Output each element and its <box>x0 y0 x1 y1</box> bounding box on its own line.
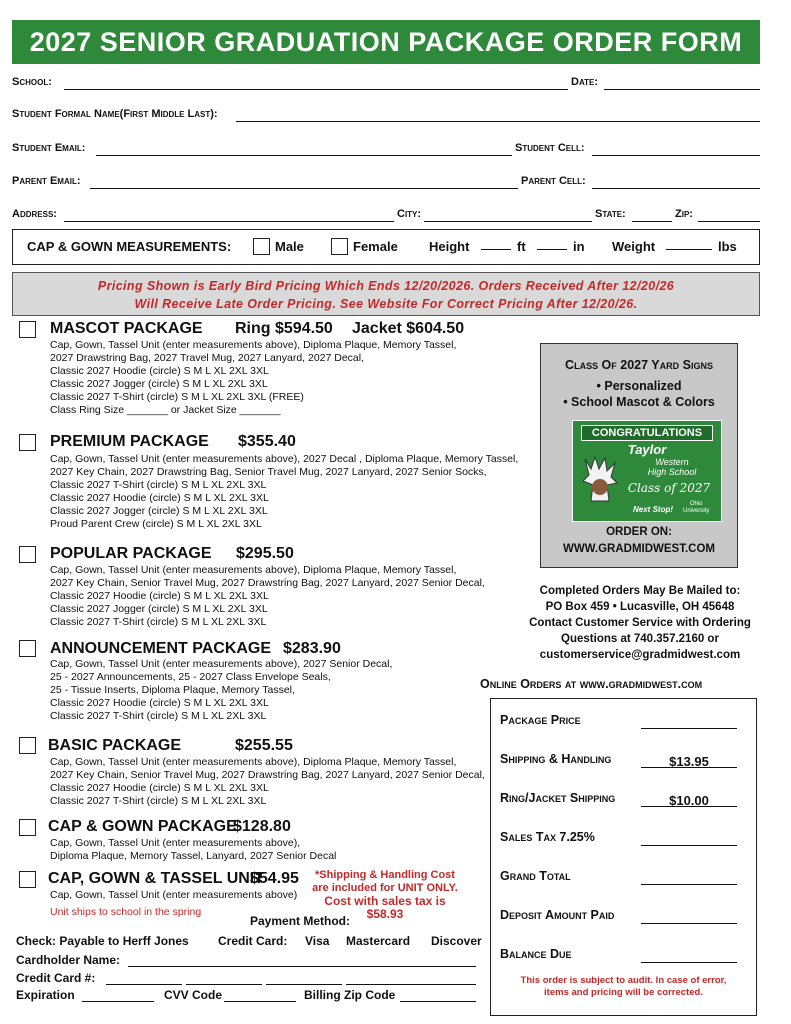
cardholder-field[interactable] <box>128 955 476 967</box>
school-field[interactable] <box>64 78 568 90</box>
detail-line: 2027 Key Chain, 2027 Drawstring Bag, Senior Travel Mug, 2027 Lanyard, 2027 Senior Socks, <box>50 466 487 478</box>
deposit-label: Deposit Amount Paid <box>500 908 615 922</box>
sign-school-line: High School <box>647 467 697 477</box>
yard-sign-bullet: • School Mascot & Colors <box>563 395 715 409</box>
premium-package-checkbox[interactable] <box>19 434 36 451</box>
popular-package-checkbox[interactable] <box>19 546 36 563</box>
detail-line: 2027 Key Chain, Senior Travel Mug, 2027 Drawstring Bag, 2027 Lanyard, 2027 Senior Decal, <box>50 577 485 589</box>
cardholder-label: Cardholder Name: <box>16 953 121 967</box>
balance-due-label: Balance Due <box>500 947 572 961</box>
city-field[interactable] <box>424 210 592 222</box>
cvv-label: CVV Code <box>164 988 223 1002</box>
expiration-field[interactable] <box>82 990 154 1002</box>
package-price-field[interactable] <box>641 715 737 729</box>
detail-line: Classic 2027 Jogger (circle) S M L XL 2XL 3XL <box>50 378 268 390</box>
detail-line: Classic 2027 Jogger (circle) S M L XL 2XL 3XL <box>50 505 268 517</box>
detail-line: Classic 2027 T-Shirt (circle) S M L XL 2XL 3XL <box>50 710 267 722</box>
audit-line: This order is subject to audit. In case of error, <box>520 975 727 986</box>
card-number-label: Credit Card #: <box>16 971 96 985</box>
package-name: ANNOUNCEMENT PACKAGE <box>50 640 272 657</box>
payment-method-label: Payment Method: <box>250 914 351 928</box>
mascot-icon <box>577 455 621 505</box>
shipping-value: $13.95 <box>641 754 737 768</box>
detail-line: Cap, Gown, Tassel Unit (enter measurements above), Diploma Plaque, Memory Tassel, <box>50 564 457 576</box>
weight-field[interactable] <box>666 238 712 250</box>
detail-line: Classic 2027 T-Shirt (circle) S M L XL 2XL 3XL <box>50 479 267 491</box>
form-title: 2027 SENIOR GRADUATION PACKAGE ORDER FORM <box>12 20 760 64</box>
shipping-note-line: Cost with sales tax is $58.93 <box>324 894 446 921</box>
card-number-part-2[interactable] <box>186 973 262 985</box>
sign-next: Next Stop! <box>633 505 673 514</box>
male-checkbox[interactable] <box>253 238 270 255</box>
contact-line: Questions at 740.357.2160 or <box>561 633 719 645</box>
detail-line: Classic 2027 Hoodie (circle) S M L XL 2XL 3XL <box>50 492 269 504</box>
height-ft-field[interactable] <box>481 238 511 250</box>
unit-ship-note: Unit ships to school in the spring <box>50 906 202 918</box>
package-name: PREMIUM PACKAGE <box>50 433 209 450</box>
address-field[interactable] <box>64 210 394 222</box>
city-label: City: <box>397 208 422 220</box>
expiration-label: Expiration <box>16 988 75 1002</box>
card-number-part-4[interactable] <box>346 973 476 985</box>
detail-line: Cap, Gown, Tassel Unit (enter measurements above), 2027 Decal , Diploma Plaque, Memory Tassel, <box>50 453 519 465</box>
state-field[interactable] <box>632 210 672 222</box>
package-name: POPULAR PACKAGE <box>50 545 212 562</box>
parent-email-label: Parent Email: <box>12 175 81 187</box>
sign-school-line: Western <box>655 457 689 467</box>
detail-line: Classic 2027 T-Shirt (circle) S M L XL 2XL 3XL <box>50 795 267 807</box>
sign-school <box>625 457 719 477</box>
state-label: State: <box>595 208 626 220</box>
promo-line-2: Will Receive Late Order Pricing. See Website For Correct Pricing After 12/20/26. <box>134 297 638 311</box>
in-label: in <box>573 239 585 254</box>
order-on-label: ORDER ON: <box>606 526 672 538</box>
shipping-note-line: *Shipping & Handling Cost <box>315 869 455 881</box>
audit-line: items and pricing will be corrected. <box>544 987 703 998</box>
student-email-label: Student Email: <box>12 142 86 154</box>
height-label: Height <box>429 239 470 254</box>
detail-line: Cap, Gown, Tassel Unit (enter measurements above), 2027 Senior Decal, <box>50 658 393 670</box>
contact-line: Completed Orders May Be Mailed to: <box>539 585 741 597</box>
package-price: $283.90 <box>283 640 341 657</box>
detail-line: Cap, Gown, Tassel Unit (enter measurements above) <box>50 889 298 901</box>
detail-line: Classic 2027 Hoodie (circle) S M L XL 2XL 3XL <box>50 590 269 602</box>
address-label: Address: <box>12 208 57 220</box>
school-label: School: <box>12 76 52 88</box>
cvv-field[interactable] <box>224 990 296 1002</box>
detail-line: Cap, Gown, Tassel Unit (enter measurements above), <box>50 837 301 849</box>
early-bird-banner <box>12 272 760 316</box>
package-details <box>50 658 392 723</box>
detail-line: 2027 Key Chain, Senior Travel Mug, 2027 Drawstring Bag, 2027 Lanyard, 2027 Senior Decal, <box>50 769 485 781</box>
credit-card-label: Credit Card: <box>218 934 288 948</box>
detail-line: Classic 2027 T-Shirt (circle) S M L XL 2XL 3XL (FREE) <box>50 391 304 403</box>
yard-sign-image <box>572 420 722 522</box>
card-number-part-3[interactable] <box>266 973 342 985</box>
measurements-label: CAP & GOWN MEASUREMENTS: <box>27 239 232 254</box>
sign-university <box>683 501 709 515</box>
height-in-field[interactable] <box>537 238 567 250</box>
student-email-field[interactable] <box>96 144 512 156</box>
contact-line: PO Box 459 • Lucasville, OH 45648 <box>545 601 735 613</box>
package-price: $128.80 <box>233 818 291 835</box>
student-cell-label: Student Cell: <box>515 142 585 154</box>
contact-info <box>496 583 784 663</box>
package-details <box>50 339 456 417</box>
contact-email[interactable]: customerservice@gradmidwest.com <box>539 649 741 661</box>
package-price: $255.55 <box>235 737 293 754</box>
yard-sign-website[interactable]: WWW.GRADMIDWEST.COM <box>562 543 716 555</box>
ft-label: ft <box>517 239 526 254</box>
detail-line: 25 - Tissue Inserts, Diploma Plaque, Memory Tassel, <box>50 684 295 696</box>
date-field[interactable] <box>604 78 760 90</box>
grand-total-label: Grand Total <box>500 869 571 883</box>
student-name-label: Student Formal Name(First Middle Last): <box>12 108 218 120</box>
package-details <box>50 564 485 629</box>
package-name: CAP, GOWN & TASSEL UNIT <box>48 870 265 887</box>
measurements-box <box>12 229 760 265</box>
package-details <box>50 889 297 902</box>
package-price: $54.95 <box>250 870 299 887</box>
detail-line: Cap, Gown, Tassel Unit (enter measurements above), Diploma Plaque, Memory Tassel, <box>50 756 457 768</box>
lbs-label: lbs <box>718 239 737 254</box>
sign-state: Ohio <box>689 501 703 507</box>
detail-line: Classic 2027 Jogger (circle) S M L XL 2XL 3XL <box>50 603 268 615</box>
shipping-label: Shipping & Handling <box>500 752 612 766</box>
deposit-field[interactable] <box>641 910 737 924</box>
male-label: Male <box>275 239 304 254</box>
sign-univ: University <box>683 508 710 514</box>
card-number-part-1[interactable] <box>106 973 182 985</box>
mascot-package-checkbox[interactable] <box>19 321 36 338</box>
parent-cell-field[interactable] <box>592 177 760 189</box>
order-summary-box <box>490 698 757 1016</box>
sales-tax-label: Sales Tax 7.25% <box>500 830 595 844</box>
parent-email-field[interactable] <box>90 177 518 189</box>
visa-option[interactable]: Visa <box>305 934 330 948</box>
package-price-label: Package Price <box>500 713 581 727</box>
mastercard-option[interactable]: Mastercard <box>346 934 411 948</box>
promo-line-1: Pricing Shown is Early Bird Pricing Which Ends 12/20/2026. Orders Received After 12/20/26 <box>97 279 675 293</box>
billing-zip-label: Billing Zip Code <box>304 988 396 1002</box>
announcement-package-checkbox[interactable] <box>19 640 36 657</box>
parent-cell-label: Parent Cell: <box>521 175 586 187</box>
detail-line: 2027 Drawstring Bag, 2027 Travel Mug, 2027 Lanyard, 2027 Decal, <box>50 352 365 364</box>
zip-field[interactable] <box>698 210 760 222</box>
detail-line: Classic 2027 Hoodie (circle) S M L XL 2XL 3XL <box>50 697 269 709</box>
package-details <box>50 453 518 531</box>
sign-header: CONGRATULATIONS <box>581 425 713 441</box>
package-details <box>50 756 485 808</box>
ring-shipping-label: Ring/Jacket Shipping <box>500 791 616 805</box>
detail-line: Diploma Plaque, Memory Tassel, Lanyard, 2027 Senior Decal <box>50 850 337 862</box>
package-price: $295.50 <box>236 545 294 562</box>
female-label: Female <box>353 239 398 254</box>
package-name: MASCOT PACKAGE <box>50 320 203 337</box>
unit-checkbox[interactable] <box>19 871 36 888</box>
online-orders[interactable]: Online Orders at www.gradmidwest.com <box>480 677 703 691</box>
sign-class: Class of 2027 <box>627 481 711 495</box>
billing-zip-field[interactable] <box>400 990 476 1002</box>
balance-due-field[interactable] <box>641 949 737 963</box>
detail-line: Classic 2027 T-Shirt (circle) S M L XL 2XL 3XL <box>50 616 267 628</box>
discover-option[interactable]: Discover <box>431 934 482 948</box>
contact-line: Contact Customer Service with Ordering <box>529 617 751 629</box>
package-name: CAP & GOWN PACKAGE <box>48 818 237 835</box>
sales-tax-field[interactable] <box>641 832 737 846</box>
check-label: Check: Payable to Herff Jones <box>16 934 189 948</box>
detail-line: Cap, Gown, Tassel Unit (enter measurements above), Diploma Plaque, Memory Tassel, <box>50 339 457 351</box>
detail-line: Classic 2027 Hoodie (circle) S M L XL 2XL 3XL <box>50 782 269 794</box>
detail-line: Proud Parent Crew (circle) S M L XL 2XL 3XL <box>50 518 262 530</box>
student-cell-field[interactable] <box>592 144 760 156</box>
grand-total-field[interactable] <box>641 871 737 885</box>
basic-package-checkbox[interactable] <box>19 737 36 754</box>
ring-shipping-value: $10.00 <box>641 793 737 807</box>
detail-line: 25 - 2027 Announcements, 25 - 2027 Class Envelope Seals, <box>50 671 331 683</box>
audit-note <box>491 975 756 999</box>
zip-label: Zip: <box>675 208 693 220</box>
detail-line: Class Ring Size _______ or Jacket Size _______ <box>50 404 281 416</box>
female-checkbox[interactable] <box>331 238 348 255</box>
cap-gown-package-checkbox[interactable] <box>19 819 36 836</box>
detail-line: Classic 2027 Hoodie (circle) S M L XL 2XL 3XL <box>50 365 269 377</box>
package-price: $355.40 <box>238 433 296 450</box>
student-name-field[interactable] <box>236 110 760 122</box>
date-label: Date: <box>571 76 599 88</box>
weight-label: Weight <box>612 239 656 254</box>
yard-sign-title: Class Of 2027 Yard Signs <box>565 358 713 372</box>
package-price: Ring $594.50 <box>235 320 333 337</box>
package-name: BASIC PACKAGE <box>48 737 182 754</box>
package-price-jacket: Jacket $604.50 <box>352 320 465 337</box>
package-details <box>50 837 336 863</box>
shipping-note-line: are included for UNIT ONLY. <box>312 882 458 894</box>
yard-sign-bullet: • Personalized <box>596 379 682 393</box>
sign-name: Taylor <box>627 442 667 457</box>
